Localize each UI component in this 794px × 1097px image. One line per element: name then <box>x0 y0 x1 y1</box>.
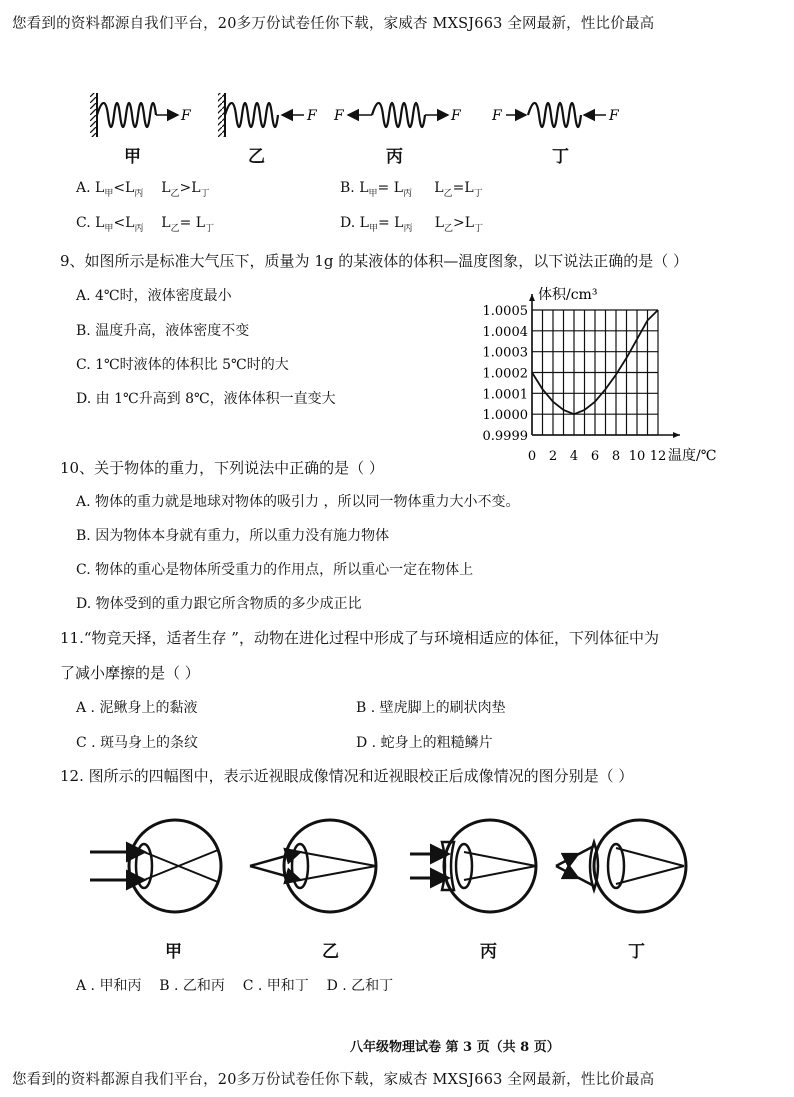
force-label: F <box>334 108 344 124</box>
figure-label-yi: 乙 <box>248 147 265 167</box>
q9-option-b[interactable]: B. 温度升高，液体密度不变 <box>76 323 250 339</box>
x-tick-label: 12 <box>649 449 667 464</box>
eye-yi <box>250 820 376 912</box>
eye-diagrams <box>80 808 690 928</box>
q12-stem: 12. 图所示的四幅图中，表示近视眼成像情况和近视眼校正后成像情况的图分别是（ ） <box>60 767 634 785</box>
force-label: F <box>451 108 461 124</box>
q10-stem: 10、关于物体的重力，下列说法中正确的是（ ） <box>60 459 384 477</box>
q9-option-a[interactable]: A. 4℃时，液体密度最小 <box>76 288 232 304</box>
eye-label-ding: 丁 <box>628 942 645 962</box>
q9-stem: 9、如图所示是标准大气压下，质量为 1g 的某液体的体积—温度图象，以下说法正确的是（ ） <box>60 252 688 270</box>
q10-option-a[interactable]: A. 物体的重力就是地球对物体的吸引力 ，所以同一物体重力大小不变。 <box>76 494 520 510</box>
chart-grid <box>529 294 680 438</box>
x-tick-label: 0 <box>527 449 537 464</box>
q11-option-c[interactable]: C . 斑马身上的条纹 <box>76 735 199 751</box>
page-footer: 八年级物理试卷 第 3 页（共 8 页） <box>350 1040 560 1055</box>
y-tick-label: 0.9999 <box>482 429 528 444</box>
y-tick-label: 1.0005 <box>482 304 528 319</box>
bottom-banner: 您看到的资料都源自我们平台，20多万份试卷任你下载，家威杏 MXSJ663 全网最新，性比价最高 <box>12 1072 655 1088</box>
eye-bing <box>410 820 536 912</box>
x-tick-label: 10 <box>628 449 646 464</box>
q8-option-a[interactable]: A. $L_甲<L_丙$ $L_乙>L_丁$ <box>76 180 210 199</box>
q8-option-c[interactable]: C. $L_甲<L_丙$ $L_乙= L_丁$ <box>76 215 215 234</box>
q12-options[interactable]: A . 甲和丙 B . 乙和丙 C . 甲和丁 D . 乙和丁 <box>76 978 394 994</box>
spring-ding <box>491 103 620 127</box>
q10-option-b[interactable]: B. 因为物体本身就有重力，所以重力没有施力物体 <box>76 528 390 544</box>
q9-option-d[interactable]: D. 由 1℃升高到 8℃，液体体积一直变大 <box>76 391 336 407</box>
chart-xlabel: 温度/℃ <box>668 448 717 464</box>
y-tick-label: 1.0001 <box>482 387 528 403</box>
y-axis-arrow <box>529 294 535 301</box>
q8-option-b[interactable]: B. $L_甲= L_丙$ $L_乙=L_丁$ <box>340 180 483 199</box>
force-label: F <box>492 108 502 124</box>
spring-jia <box>90 93 192 137</box>
q11-stem-line2: 了减小摩擦的是（ ） <box>60 664 200 682</box>
force-label: F <box>609 108 619 124</box>
volume-temperature-chart <box>470 283 740 468</box>
x-tick-label: 2 <box>548 449 558 464</box>
spring-figures <box>60 85 660 165</box>
x-axis-arrow <box>673 432 680 438</box>
x-tick-label: 6 <box>590 449 600 464</box>
spring-bing <box>333 103 462 127</box>
x-tick-label: 4 <box>569 449 579 464</box>
eye-label-jia: 甲 <box>165 942 182 962</box>
eye-label-yi: 乙 <box>322 942 339 962</box>
q11-option-a[interactable]: A . 泥鳅身上的黏液 <box>76 700 198 716</box>
y-tick-label: 1.0002 <box>482 366 528 382</box>
chart-ylabel: 体积/cm³ <box>538 287 598 303</box>
q11-option-b[interactable]: B . 壁虎脚上的刷状肉垫 <box>356 700 506 716</box>
eye-jia <box>90 820 221 912</box>
spring-yi <box>218 93 318 137</box>
force-label: F <box>181 108 191 124</box>
q10-option-c[interactable]: C. 物体的重心是物体所受重力的作用点，所以重心一定在物体上 <box>76 562 474 578</box>
eye-label-bing: 丙 <box>480 942 497 962</box>
q10-option-d[interactable]: D. 物体受到的重力跟它所含物质的多少成正比 <box>76 596 362 612</box>
figure-label-ding: 丁 <box>552 147 569 167</box>
figure-label-bing: 丙 <box>386 147 403 167</box>
y-tick-label: 1.0004 <box>482 324 528 340</box>
y-tick-label: 1.0000 <box>482 408 528 424</box>
q8-option-d[interactable]: D. $L_甲= L_丙$ $L_乙>L_丁$ <box>340 215 484 234</box>
y-tick-label: 1.0003 <box>482 345 528 361</box>
q11-option-d[interactable]: D . 蛇身上的粗糙鳞片 <box>356 735 493 751</box>
eye-ding <box>556 820 686 912</box>
force-label: F <box>307 108 317 124</box>
x-tick-label: 8 <box>611 449 621 464</box>
q9-option-c[interactable]: C. 1℃时液体的体积比 5℃时的大 <box>76 357 289 373</box>
figure-label-jia: 甲 <box>124 147 141 167</box>
top-banner: 您看到的资料都源自我们平台，20多万份试卷任你下载，家威杏 MXSJ663 全网最新，性比价最高 <box>12 16 655 32</box>
q11-stem-line1: 11.“物竞天择，适者生存 ”，动物在进化过程中形成了与环境相适应的体征，下列体征中为 <box>60 629 659 647</box>
